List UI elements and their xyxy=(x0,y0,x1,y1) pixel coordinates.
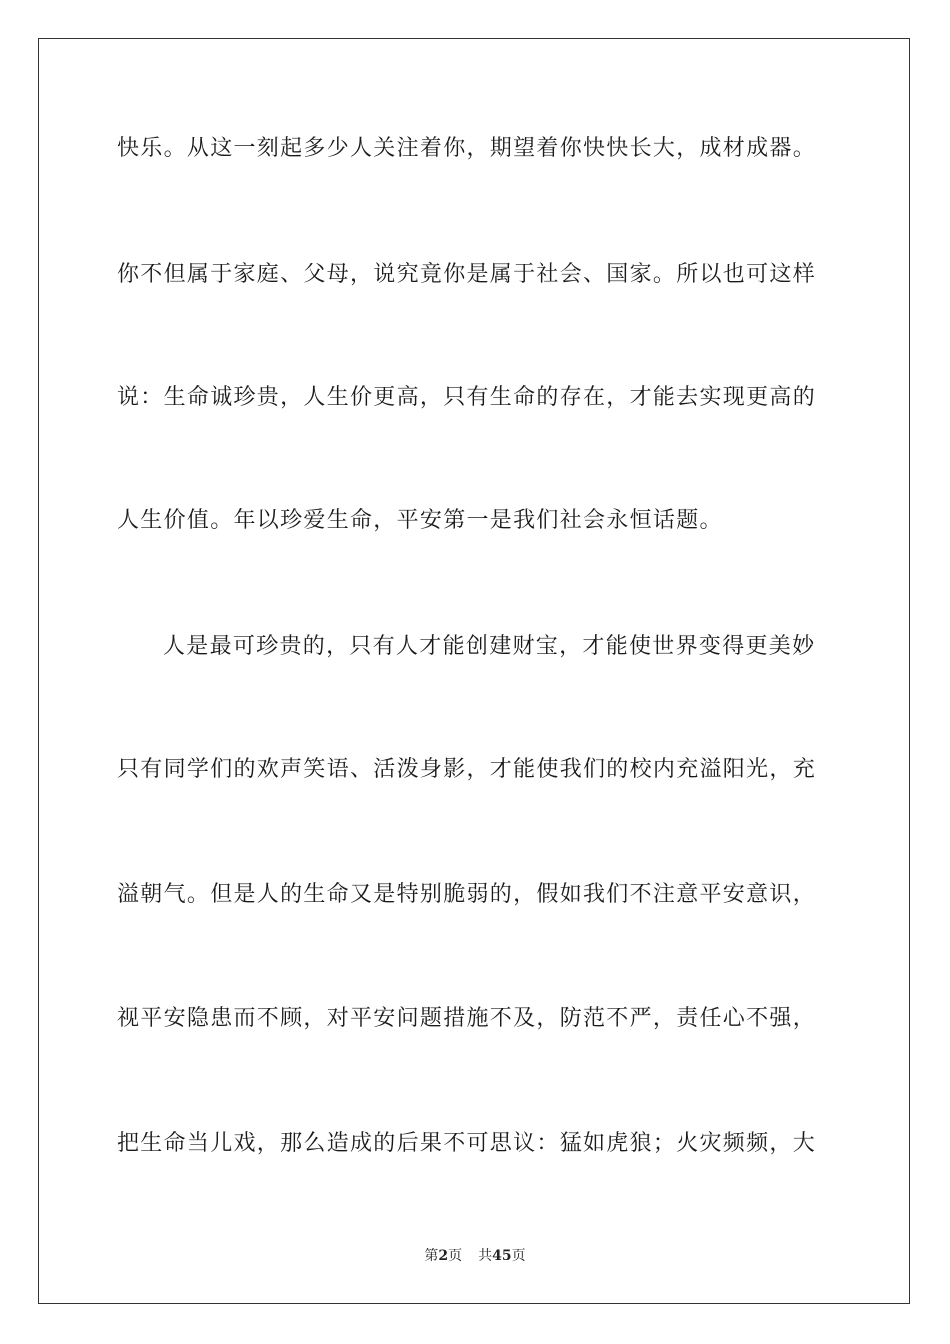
footer-total-suffix: 页 xyxy=(511,1248,526,1264)
footer-page-suffix: 页 xyxy=(448,1248,463,1264)
text-line-7: 溢朝气。但是人的生命又是特别脆弱的，假如我们不注意平安意识， xyxy=(117,882,817,907)
footer-page-number: 2 xyxy=(438,1248,449,1264)
text-line-3: 说：生命诚珍贵，人生价更高，只有生命的存在，才能去实现更高的 xyxy=(117,385,817,410)
text-line-8: 视平安隐患而不顾，对平安问题措施不及，防范不严，责任心不强， xyxy=(117,1006,817,1031)
text-line-1: 快乐。从这一刻起多少人关注着你，期望着你快快长大，成材成器。 xyxy=(117,136,817,161)
footer-total-prefix: 共 xyxy=(478,1248,493,1264)
text-line-4: 人生价值。年以珍爱生命，平安第一是我们社会永恒话题。 xyxy=(117,508,723,533)
footer-total-pages: 45 xyxy=(492,1248,512,1264)
page-footer xyxy=(0,1247,950,1265)
footer-page-prefix: 第 xyxy=(424,1248,439,1264)
text-line-2: 你不但属于家庭、父母，说究竟你是属于社会、国家。所以也可这样 xyxy=(117,262,817,287)
text-line-6: 只有同学们的欢声笑语、活泼身影，才能使我们的校内充溢阳光，充 xyxy=(117,757,817,782)
page-border xyxy=(38,38,910,1304)
text-line-5-paragraph-start: 人是最可珍贵的，只有人才能创建财宝，才能使世界变得更美妙 xyxy=(163,634,816,659)
text-line-9: 把生命当儿戏，那么造成的后果不可思议：猛如虎狼；火灾频频，大 xyxy=(117,1131,817,1156)
